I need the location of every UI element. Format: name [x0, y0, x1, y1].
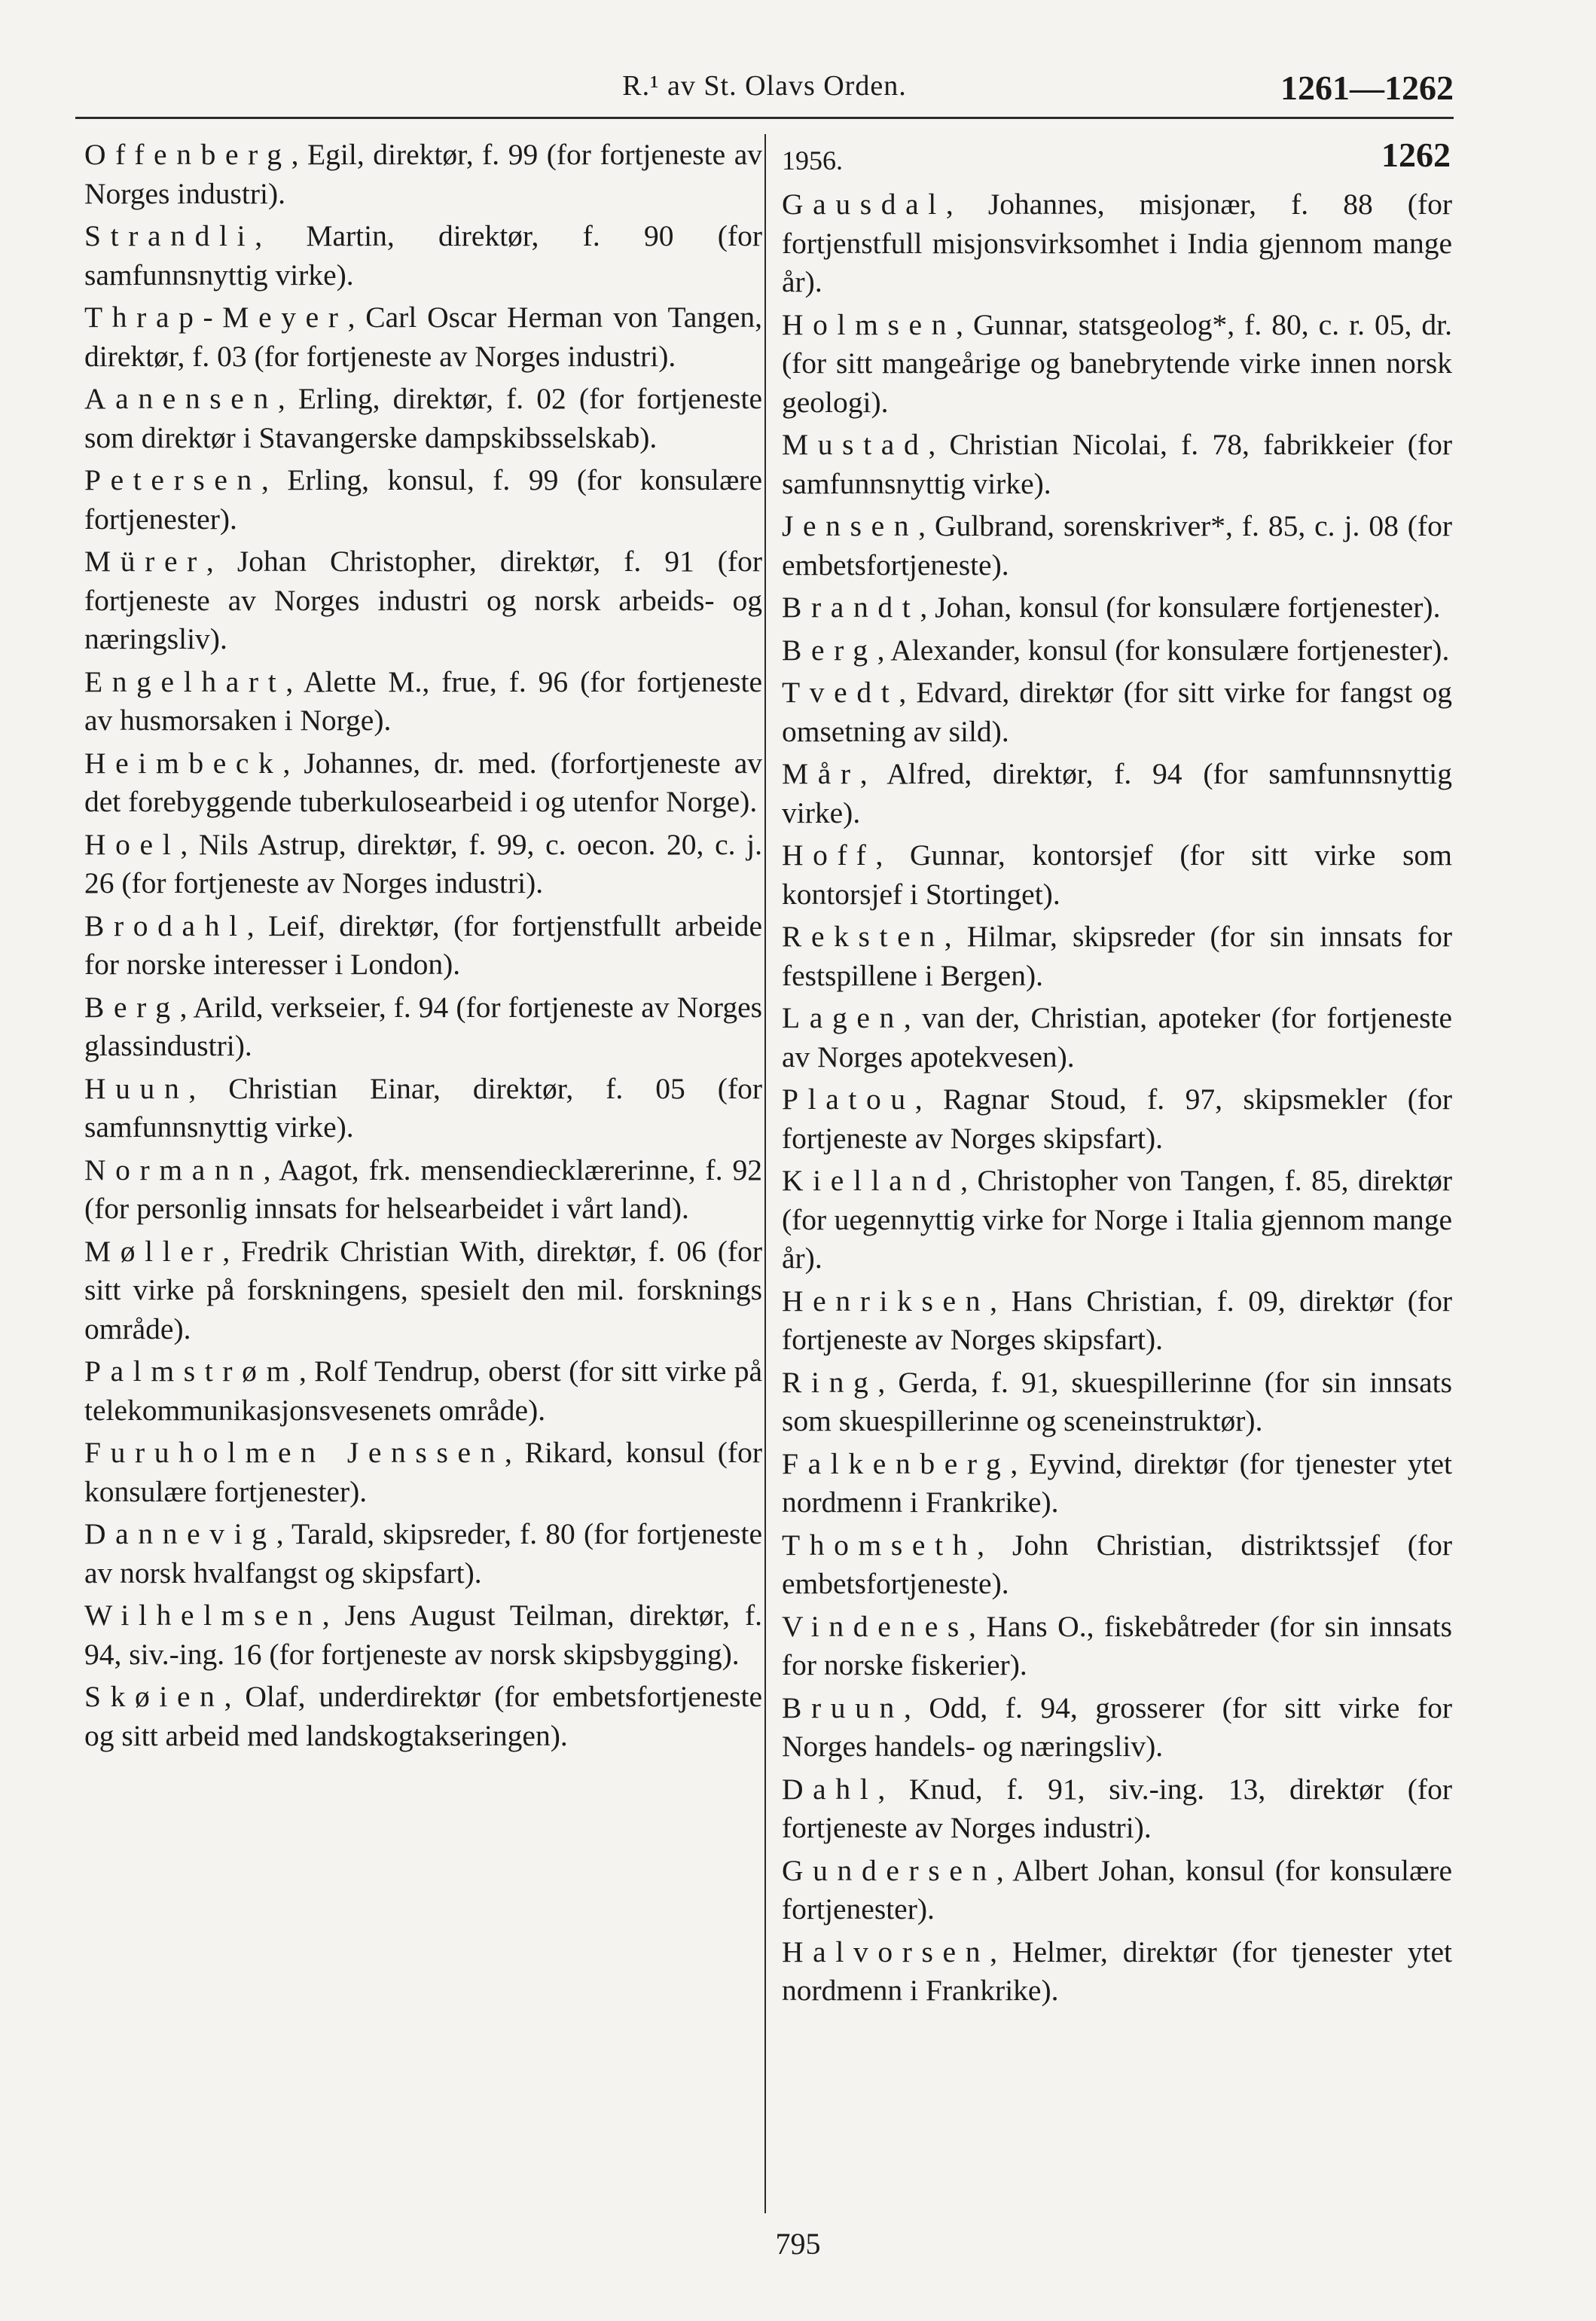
- entry-name: Falkenberg: [782, 1446, 1011, 1480]
- entry: [84, 1515, 762, 1593]
- entry: [782, 1689, 1452, 1767]
- entry-name: Vindenes: [782, 1609, 969, 1643]
- entry: [84, 663, 762, 741]
- entry-text: , Christopher von Tangen, f. 85, direktør (for uegennyttig virke for Norge i Italia gjennom mange år).: [782, 1164, 1452, 1275]
- entry-name: Normann: [84, 1153, 264, 1186]
- entry-name: Henriksen: [782, 1284, 990, 1318]
- entry: [84, 1678, 762, 1755]
- entry-name: Petersen: [84, 463, 261, 496]
- entry: [782, 306, 1452, 423]
- entry-text: , Nils Astrup, direktør, f. 99, c. oecon. 20, c. j. 26 (for fortjeneste av Norges industri).: [84, 827, 762, 899]
- entry-name: Gausdal: [782, 188, 946, 221]
- entry-text: , Albert Johan, konsul (for konsulære fortjenester).: [782, 1853, 1452, 1926]
- entry: [84, 217, 762, 295]
- entry: [782, 631, 1452, 670]
- page-number: 795: [775, 2227, 821, 2261]
- entry-name: Kielland: [782, 1164, 961, 1197]
- entry-name: Thomseth: [782, 1528, 978, 1562]
- entry: [782, 999, 1452, 1077]
- entry-text: , Alfred, direktør, f. 94 (for samfunnsnyttig virke).: [782, 757, 1452, 829]
- entry: [84, 988, 762, 1066]
- entry-name: Platou: [782, 1083, 915, 1116]
- entry: [84, 1596, 762, 1674]
- entry-name: Lagen: [782, 1001, 904, 1034]
- entry: [84, 1232, 762, 1349]
- entry-text: , Christian Einar, direktør, f. 05 (for samfunnsnyttig virke).: [84, 1071, 762, 1144]
- entry-text: , Alette M., frue, f. 96 (for fortjeneste av husmorsaken i Norge).: [84, 664, 762, 737]
- entry: [782, 507, 1452, 585]
- page-range: 1261—1262: [1280, 69, 1454, 107]
- entry-name: Jensen: [782, 509, 919, 542]
- entry-name: Berg: [782, 633, 877, 667]
- entry-text: , Hans Christian, f. 09, direktør (for fortjeneste av Norges skipsfart).: [782, 1284, 1452, 1356]
- year-label: 1956.: [782, 145, 843, 176]
- entry: [782, 1445, 1452, 1522]
- entry-text: , Tarald, skipsreder, f. 80 (for fortjeneste av norsk hvalfangst og skipsfart).: [84, 1517, 762, 1590]
- entry-text: , Fredrik Christian With, direktør, f. 06 (for sitt virke på forskningens, spesielt den mil. forsknings område).: [84, 1234, 762, 1345]
- entry-name: Strandli: [84, 219, 255, 252]
- entry-text: , Gunnar, kontorsjef (for sitt virke som kontorsjef i Stortinget).: [782, 838, 1452, 911]
- entry: [782, 426, 1452, 503]
- entry-name: Gundersen: [782, 1853, 996, 1887]
- entry-name: Engelhart: [84, 664, 286, 698]
- entry: [782, 755, 1452, 832]
- entry-text: , Erling, direktør, f. 02 (for fortjeneste som direktør i Stavangerske dampskibsselskab).: [84, 382, 762, 454]
- entry-text: , Hilmar, skipsreder (for sin innsats for festspillene i Bergen).: [782, 920, 1452, 992]
- entry-name: Palmstrøm: [84, 1354, 299, 1388]
- entry-text: , Odd, f. 94, grosserer (for sitt virke for Norges handels- og næringsliv).: [782, 1690, 1452, 1763]
- entry: [84, 826, 762, 903]
- entry-text: , Hans O., fiskebåtreder (for sin innsats for norske fiskerier).: [782, 1609, 1452, 1681]
- entry: [782, 1080, 1452, 1158]
- entry-text: , Egil, direktør, f. 99 (for fortjeneste av Norges industri).: [84, 138, 762, 210]
- entry-text: , Leif, direktør, (for fortjenstfullt arbeide for norske interesser i London).: [84, 909, 762, 981]
- entry-name: Mår: [782, 757, 860, 790]
- entry-name: Berg: [84, 990, 180, 1024]
- entry-text: , Carl Oscar Herman von Tangen, direktør, f. 03 (for fortjeneste av Norges industri).: [84, 301, 762, 373]
- entry-text: , Rolf Tendrup, oberst (for sitt virke på telekommunikasjonsvesenets område).: [84, 1354, 762, 1427]
- entry: [84, 136, 762, 213]
- entry-text: , van der, Christian, apoteker (for fortjeneste av Norges apotekvesen).: [782, 1001, 1452, 1073]
- header-rule: [75, 117, 1454, 119]
- entry: [84, 907, 762, 985]
- entry-name: Ring: [782, 1365, 878, 1399]
- entry-text: , Eyvind, direktør (for tjenester ytet nordmenn i Frankrike).: [782, 1446, 1452, 1519]
- running-title: R.¹ av St. Olavs Orden.: [622, 70, 907, 102]
- entry-text: , Aagot, frk. mensendiecklærerinne, f. 92 (for personlig innsats for helsearbeidet i vårt land).: [84, 1153, 762, 1225]
- entry: [782, 1364, 1452, 1441]
- column-divider: [764, 134, 766, 2213]
- entry-name: Huun: [84, 1071, 189, 1105]
- entry-text: , Ragnar Stoud, f. 97, skipsmekler (for fortjeneste av Norges skipsfart).: [782, 1083, 1452, 1155]
- entry: [84, 1434, 762, 1511]
- entry-name: Reksten: [782, 920, 944, 953]
- entry-name: Aanensen: [84, 382, 278, 415]
- entry-text: , Johannes, misjonær, f. 88 (for fortjenstfull misjonsvirksomhet i India gjennom mange år).: [782, 188, 1452, 298]
- entry-text: , Gerda, f. 91, skuespillerinne (for sin innsats som skuespillerinne og sceneinstruktør).: [782, 1365, 1452, 1437]
- entry-text: , Christian Nicolai, f. 78, fabrikkeier (for samfunnsnyttig virke).: [782, 428, 1452, 500]
- entry-name: Bruun: [782, 1690, 904, 1724]
- entry-text: , Knud, f. 91, siv.-ing. 13, direktør (for fortjeneste av Norges industri).: [782, 1772, 1452, 1844]
- right-entries: [782, 185, 1452, 2011]
- entry-text: , Arild, verkseier, f. 94 (for fortjeneste av Norges glassindustri).: [84, 990, 762, 1062]
- entry-name: Brodahl: [84, 909, 247, 942]
- entry-text: , Gunnar, statsgeolog*, f. 80, c. r. 05, dr. (for sitt mangeårige og banebrytende virke innen norsk geologi).: [782, 307, 1452, 419]
- entry: [782, 673, 1452, 751]
- entry-name: Dannevig: [84, 1517, 276, 1550]
- entry-text: , Johannes, dr. med. (forfortjeneste av det forebyggende tuberkulosearbeid i og utenfor Norge).: [84, 746, 762, 818]
- entry-name: Mürer: [84, 545, 206, 578]
- entry-text: , Erling, konsul, f. 99 (for konsulære fortjenester).: [84, 463, 762, 536]
- entry: [84, 1070, 762, 1147]
- entry-text: , Alexander, konsul (for konsulære fortjenester).: [877, 633, 1450, 667]
- entry-text: , Johan, konsul (for konsulære fortjenester).: [920, 591, 1441, 624]
- entry: [84, 542, 762, 659]
- entry-name: Offenberg: [84, 138, 291, 171]
- entry: [84, 744, 762, 822]
- entry-name: Wilhelmsen: [84, 1599, 322, 1632]
- entry: [782, 1933, 1452, 2011]
- entry: [782, 185, 1452, 302]
- page-header: [75, 69, 1454, 115]
- entry-name: Dahl: [782, 1772, 878, 1806]
- entry: [782, 1162, 1452, 1278]
- entry-text: , Edvard, direktør (for sitt virke for fangst og omsetning av sild).: [782, 676, 1452, 748]
- entry-text: , Helmer, direktør (for tjenester ytet nordmenn i Frankrike).: [782, 1935, 1452, 2007]
- entry: [84, 298, 762, 376]
- entry: [84, 461, 762, 539]
- entry-name: Heimbeck: [84, 746, 283, 780]
- entry: [782, 1282, 1452, 1360]
- entry-text: , Olaf, underdirektør (for embetsfortjeneste og sitt arbeid med landskogtakseringen).: [84, 1680, 762, 1752]
- entry-text: , Jens August Teilman, direktør, f. 94, siv.-ing. 16 (for fortjeneste av norsk skipsbygging).: [84, 1599, 762, 1671]
- entry: [84, 1151, 762, 1229]
- entry-name: Hoff: [782, 838, 876, 872]
- entry-name: Skøien: [84, 1680, 224, 1713]
- entry-name: Thrap-Meyer: [84, 301, 348, 334]
- entry-text: , Johan Christopher, direktør, f. 91 (for fortjeneste av Norges industri og norsk arbeids- og næringsliv).: [84, 545, 762, 655]
- entry: [782, 1770, 1452, 1848]
- entry-name: Furuholmen Jenssen: [84, 1436, 505, 1469]
- entry-name: Holmsen: [782, 307, 957, 341]
- entry: [84, 380, 762, 457]
- entry: [782, 1526, 1452, 1604]
- entry-text: , Gulbrand, sorenskriver*, f. 85, c. j. 08 (for embetsfortjeneste).: [782, 509, 1452, 582]
- entry-name: Hoel: [84, 827, 181, 861]
- left-column: [84, 136, 762, 1759]
- year-row: [782, 136, 1452, 184]
- entry-text: , Rikard, konsul (for konsulære fortjenester).: [84, 1436, 762, 1508]
- entry: [84, 1352, 762, 1430]
- entry-name: Møller: [84, 1234, 223, 1268]
- entry-text: , Martin, direktør, f. 90 (for samfunnsnyttig virke).: [84, 219, 762, 292]
- entry: [782, 588, 1452, 628]
- entry: [782, 918, 1452, 995]
- entry-name: Mustad: [782, 428, 929, 461]
- entry-name: Tvedt: [782, 676, 899, 709]
- column-number: 1262: [1381, 136, 1451, 174]
- right-column: [782, 136, 1452, 2014]
- entry-name: Brandt: [782, 591, 920, 624]
- entry: [782, 1852, 1452, 1929]
- entry: [782, 1608, 1452, 1685]
- entry: [782, 836, 1452, 914]
- entry-name: Halvorsen: [782, 1935, 990, 1968]
- entry-text: , John Christian, distriktssjef (for embetsfortjeneste).: [782, 1528, 1452, 1600]
